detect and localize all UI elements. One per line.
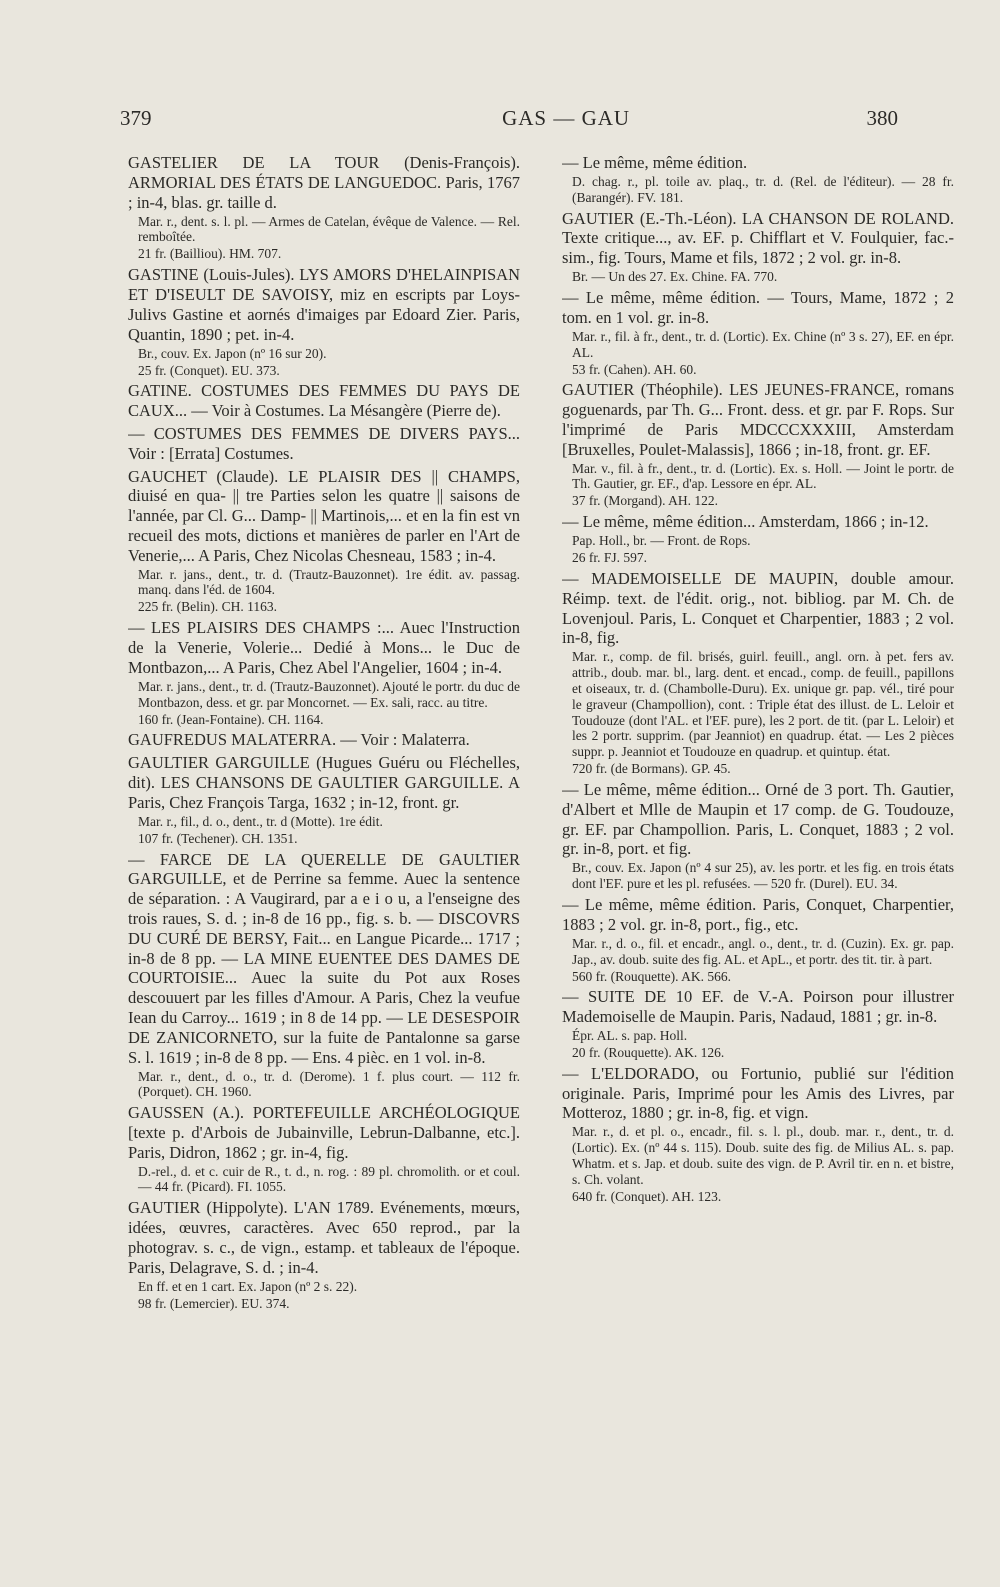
catalog-entry: — LES PLAISIRS DES CHAMPS :... Auec l'Instruction de la Venerie, Volerie... Dedié à Mons... le Duc de Montbazon,... A Paris, Chez Abel l'Angelier, 1604 ; in-4. bbox=[128, 618, 520, 677]
page-number-left: 379 bbox=[120, 106, 152, 130]
catalog-entry: GAUTIER (Théophile). LES JEUNES-FRANCE, romans goguenards, par Th. G... Front. dess. et gr. par F. Rops. Sur l'imprimé de Paris MDCCCXXXIII, Amsterdam [Bruxelles, Poulet-Malassis], 1866 ; in-18, front. gr. EF. bbox=[562, 380, 954, 459]
entry-detail: Mar. r., d. et pl. o., encadr., fil. s. l. pl., doub. mar. r., dent., tr. d. (Lortic). Ex. (nº 44 s. 115). Doub. suite des fig. de Milius AL. s. pap. Whatm. et s. Jap. et doub. suite des vign. de P. Avril tir. en n. et bistre, s. Ch. volant. bbox=[572, 1124, 954, 1187]
catalog-entry: — MADEMOISELLE DE MAUPIN, double amour. Réimp. text. de l'édit. orig., not. bibliog. par M. Ch. de Lovenjoul. Paris, L. Conquet et Charpentier, 1883 ; 2 vol. in-8, fig. bbox=[562, 569, 954, 648]
catalog-entry: GAUFREDUS MALATERRA. — Voir : Malaterra. bbox=[128, 730, 470, 750]
entry-detail: Mar. v., fil. à fr., dent., tr. d. (Lortic). Ex. s. Holl. — Joint le portr. de Th. Gautier, gr. EF., d'ap. Lessore en épr. AL. bbox=[572, 460, 954, 492]
catalog-entry: — FARCE DE LA QUERELLE DE GAULTIER GARGUILLE, et de Perrine sa femme. Auec la sentence de séparation. : A Vaugirard, par a e i o u, a l'enseigne des trois raues, S. d. ; in-8 de 16 pp., fig. s. b. — DISCOVRS DU CURÉ DE BERSY, Fait... en Langue Picarde... 1717 ; in-8 de 8 pp. — LA MINE EUENTEE DES DAMES DE COURTOISIE... Auec la suite du Pot aux Roses descouuert par les filles d'Amour. A Paris, Chez la veufue Iean du Carroy... 1619 ; in 8 de 14 pp. — LE DESESPOIR DE ZANICORNETO, sur la fuite de Pantalonne sa garse S. l. 1619 ; in-8 de 8 pp. — Ens. 4 pièc. en 1 vol. in-8. bbox=[128, 849, 520, 1067]
entry-detail: Mar. r., d. o., fil. et encadr., angl. o., dent., tr. d. (Cuzin). Ex. gr. pap. Jap., av. doub. suite des fig. AL. et ApL., et portr. des tit. tir. à part. bbox=[572, 935, 954, 967]
catalog-entry: — L'ELDORADO, ou Fortunio, publié sur l'édition originale. Paris, Imprimé pour les Amis des Livres, par Motteroz, 1880 ; gr. in-8, fig. et vign. bbox=[562, 1063, 954, 1123]
catalog-entry: GAUCHET (Claude). LE PLAISIR DES || CHAMPS, diuisé en qua- || tre Parties selon les quatre || saisons de l'année, par Cl. G... Damp- || Martinois,... et en la fin est vn recueil des mots, dictions et manières de parler en l'Art de Venerie,... A Paris, Chez Nicolas Chesneau, 1583 ; in-4. bbox=[128, 466, 520, 565]
two-column-body bbox=[128, 150, 954, 1580]
entry-detail: 20 fr. (Rouquette). AK. 126. bbox=[572, 1045, 725, 1061]
entry-detail: 21 fr. (Bailliou). HM. 707. bbox=[138, 246, 282, 262]
entry-detail: Mar. r., dent., d. o., tr. d. (Derome). 1 f. plus court. — 112 fr. (Porquet). CH. 1960. bbox=[138, 1068, 520, 1100]
entry-detail: D.-rel., d. et c. cuir de R., t. d., n. rog. : 89 pl. chromolith. or et coul. — 44 fr. (Picard). FI. 1055. bbox=[138, 1163, 520, 1195]
catalog-entry: GASTINE (Louis-Jules). LYS AMORS D'HELAINPISAN ET D'ISEULT DE SAVOISY, miz en escripts par Loys-Julivs Gastine et aornés d'imaiges par Edoard Zier. Paris, Quantin, 1890 ; pet. in-4. bbox=[128, 265, 520, 344]
entry-detail: 640 fr. (Conquet). AH. 123. bbox=[572, 1188, 722, 1204]
catalog-entry: — Le même, même édition. — Tours, Mame, 1872 ; 2 tom. en 1 vol. gr. in-8. bbox=[562, 287, 954, 327]
catalog-entry: GASTELIER DE LA TOUR (Denis-François). ARMORIAL DES ÉTATS DE LANGUEDOC. Paris, 1767 ; in-4, blas. gr. taille d. bbox=[128, 153, 520, 212]
entry-detail: Mar. r., fil., d. o., dent., tr. d (Motte). 1re édit. bbox=[138, 813, 383, 829]
left-column bbox=[128, 150, 520, 1580]
catalog-entry: GAULTIER GARGUILLE (Hugues Guéru ou Fléchelles, dit). LES CHANSONS DE GAULTIER GARGUILLE. A Paris, Chez François Targa, 1632 ; in-12, front. gr. bbox=[128, 753, 520, 812]
running-title: GAS — GAU bbox=[502, 106, 631, 130]
entry-detail: Mar. r., comp. de fil. brisés, guirl. feuill., angl. orn. à pet. fers av. attrib., doub. mar. bl., larg. dent. et encad., comp. de feuill., papillons et oiseaux, tr. d. (Chambolle-Duru). Ex. unique gr. pap. vél., tiré pour le graveur (Champollion), cont. : Triple état des illust. de L. Leloir et Toudouze (dont l'AL. et l'EF. pure), les 2 port. de tit. (par L. Leloir) et les 2 portr. supprim. (par Jeanniot) en quadrup. état. — Les 2 pièces suppr. p. Jeanniot et Toudouze en quadrup. et quintup. état. bbox=[572, 649, 954, 760]
entry-detail: Mar. r. jans., dent., tr. d. (Trautz-Bauzonnet). 1re édit. av. passag. manq. dans l'éd. de 1604. bbox=[138, 566, 520, 598]
catalog-entry: — Le même, même édition. bbox=[562, 153, 748, 172]
entry-detail: 98 fr. (Lemercier). EU. 374. bbox=[138, 1295, 290, 1311]
catalog-entry: — COSTUMES DES FEMMES DE DIVERS PAYS... Voir : [Errata] Costumes. bbox=[128, 423, 520, 463]
right-column bbox=[562, 150, 954, 1580]
entry-detail: 37 fr. (Morgand). AH. 122. bbox=[572, 493, 718, 509]
entry-detail: 107 fr. (Techener). CH. 1351. bbox=[138, 830, 298, 846]
catalog-entry: GAUTIER (Hippolyte). L'AN 1789. Evénements, mœurs, idées, œuvres, caractères. Avec 650 reprod., par la photograv. s. c., de vign., estamp. et tableaux de l'époque. Paris, Delagrave, S. d. ; in-4. bbox=[128, 1198, 520, 1277]
entry-detail: Pap. Holl., br. — Front. de Rops. bbox=[572, 533, 751, 549]
entry-detail: Br. — Un des 27. Ex. Chine. FA. 770. bbox=[572, 269, 778, 285]
entry-detail: Mar. r., dent. s. l. pl. — Armes de Catelan, évêque de Valence. — Rel. remboîtée. bbox=[138, 213, 520, 245]
entry-detail: Br., couv. Ex. Japon (nº 16 sur 20). bbox=[138, 345, 327, 361]
entry-detail: 225 fr. (Belin). CH. 1163. bbox=[138, 599, 277, 615]
entry-detail: Br., couv. Ex. Japon (nº 4 sur 25), av. les portr. et les fig. en trois états dont l'EF. pure et les pl. refusées. — 520 fr. (Durel). EU. 34. bbox=[572, 860, 954, 892]
catalog-entry: GAUTIER (E.-Th.-Léon). LA CHANSON DE ROLAND. Texte critique..., av. EF. p. Chifflart et V. Foulquier, fac.-sim., fig. Tours, Mame et fils, 1872 ; 2 vol. gr. in-8. bbox=[562, 208, 954, 268]
entry-detail: En ff. et en 1 cart. Ex. Japon (nº 2 s. 22). bbox=[138, 1278, 358, 1294]
entry-detail: 720 fr. (de Bormans). GP. 45. bbox=[572, 761, 731, 777]
entry-detail: Mar. r. jans., dent., tr. d. (Trautz-Bauzonnet). Ajouté le portr. du duc de Montbazon, dess. et gr. par Moncornet. — Ex. sali, racc. au titre. bbox=[138, 678, 520, 710]
entry-detail: 560 fr. (Rouquette). AK. 566. bbox=[572, 968, 731, 984]
entry-detail: D. chag. r., pl. toile av. plaq., tr. d. (Rel. de l'éditeur). — 28 fr. (Barangér). FV. 181. bbox=[572, 173, 954, 205]
entry-detail: Épr. AL. s. pap. Holl. bbox=[572, 1028, 688, 1044]
entry-detail: 25 fr. (Conquet). EU. 373. bbox=[138, 362, 280, 378]
catalog-entry: — Le même, même édition... Amsterdam, 1866 ; in-12. bbox=[562, 512, 929, 532]
running-header bbox=[112, 92, 960, 132]
catalog-entry: — Le même, même édition. Paris, Conquet, Charpentier, 1883 ; 2 vol. gr. in-8, port., fig., etc. bbox=[562, 894, 954, 934]
page-number-right: 380 bbox=[866, 106, 898, 130]
entry-detail: 160 fr. (Jean-Fontaine). CH. 1164. bbox=[138, 711, 324, 727]
catalog-entry: GAUSSEN (A.). PORTEFEUILLE ARCHÉOLOGIQUE [texte p. d'Arbois de Jubainville, Lebrun-Dalbanne, etc.]. Paris, Didron, 1862 ; gr. in-4, fig. bbox=[128, 1103, 520, 1162]
entry-detail: 26 fr. FJ. 597. bbox=[572, 550, 648, 566]
catalog-entry: GATINE. COSTUMES DES FEMMES DU PAYS DE CAUX... — Voir à Costumes. La Mésangère (Pierre de). bbox=[128, 381, 520, 421]
catalog-entry: — SUITE DE 10 EF. de V.-A. Poirson pour illustrer Mademoiselle de Maupin. Paris, Nadaud, 1881 ; gr. in-8. bbox=[562, 987, 954, 1027]
entry-detail: 53 fr. (Cahen). AH. 60. bbox=[572, 361, 697, 377]
entry-detail: Mar. r., fil. à fr., dent., tr. d. (Lortic). Ex. Chine (nº 3 s. 27), EF. en épr. AL. bbox=[572, 328, 954, 360]
catalog-entry: — Le même, même édition... Orné de 3 port. Th. Gautier, d'Albert et Mlle de Maupin et 17 comp. de G. Toudouze, gr. EF. par Champollion. Paris, L. Conquet, 1883 ; 2 vol. gr. in-8, port. et fig. bbox=[562, 779, 954, 859]
